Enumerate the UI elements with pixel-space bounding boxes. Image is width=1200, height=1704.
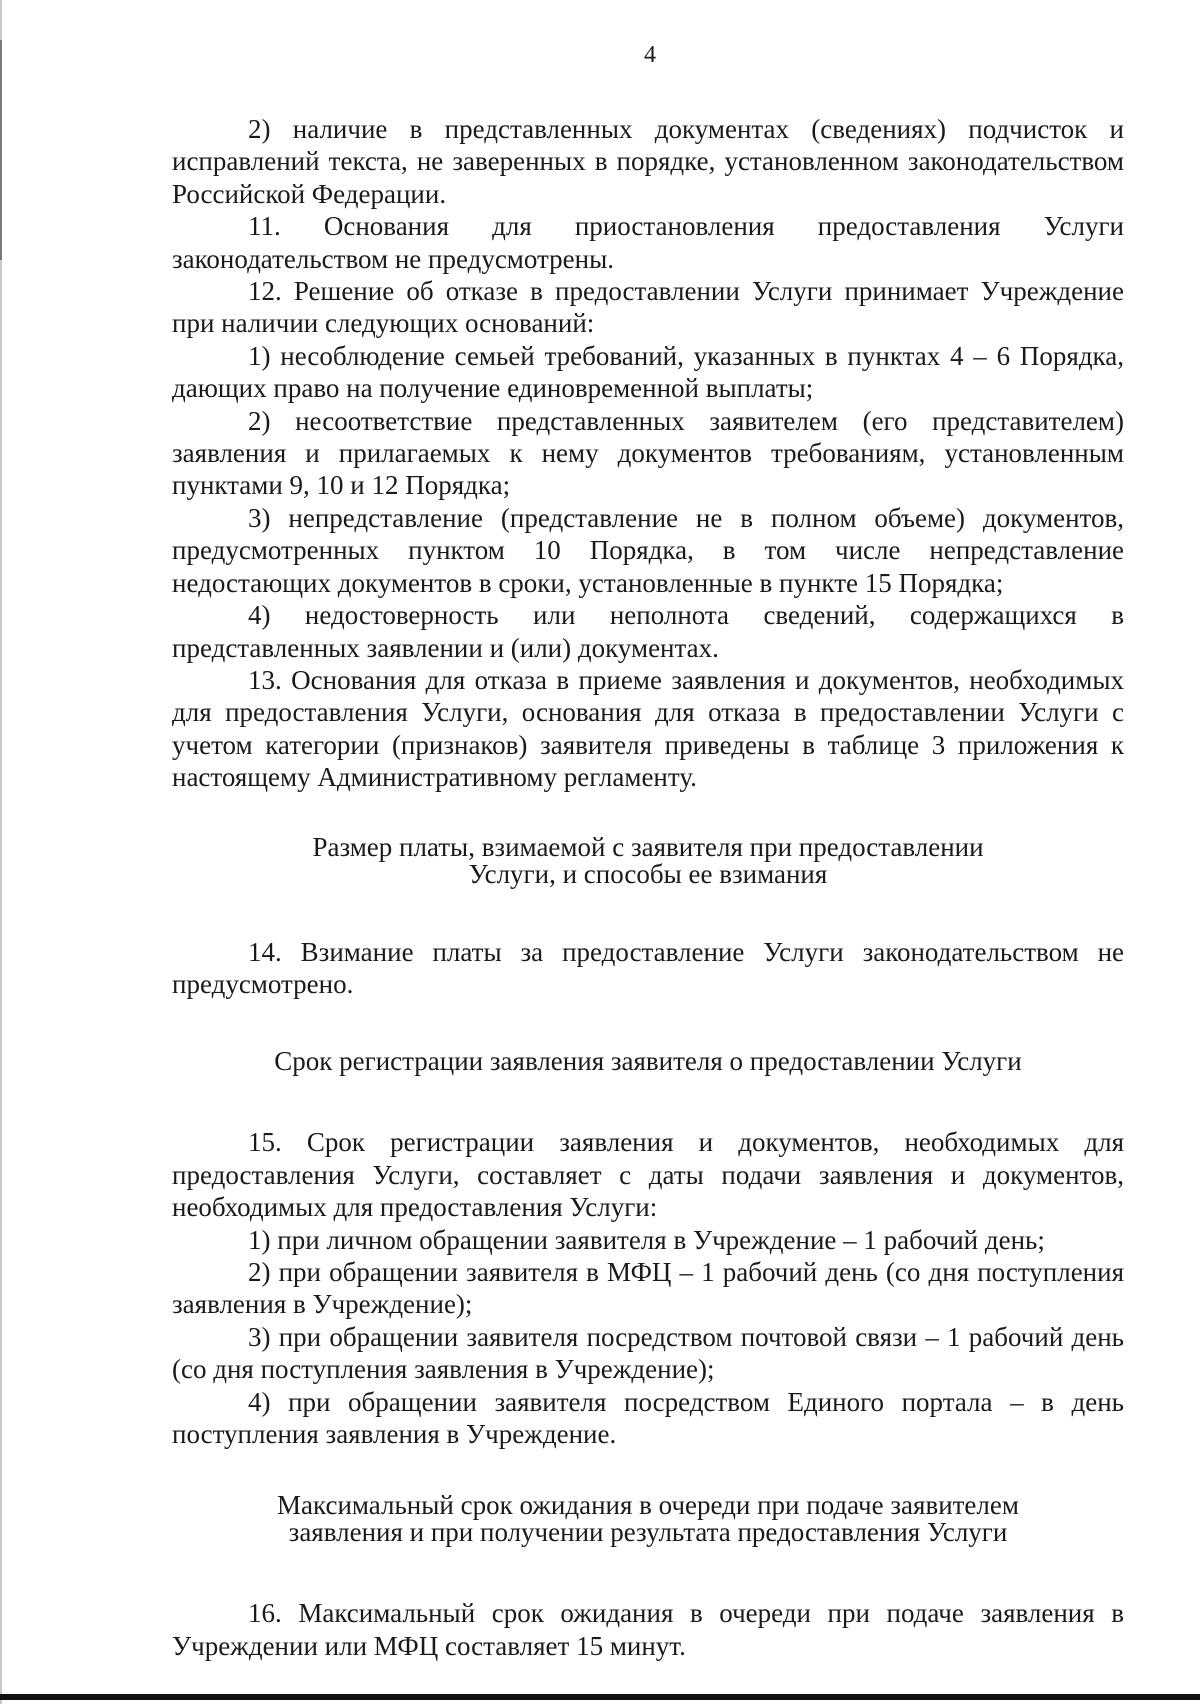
paragraph-12-item-2: 2) несоответствие представленных заявителем (его представителем) заявления и прилагаемых к нему документов требованиям, установленным пунктами 9, 10 и 12 Порядка; [172, 405, 1124, 501]
section-heading-fee-line1: Размер платы, взимаемой с заявителя при предоставлении [312, 831, 984, 862]
paragraph-15-item-1: 1) при личном обращении заявителя в Учреждение – 1 рабочий день; [248, 1224, 1045, 1255]
document-body [172, 113, 1124, 1662]
scan-left-edge-mark [0, 40, 2, 260]
paragraph-11: 11. Основания для приостановления предоставления Услуги законодательством не предусмотрены. [172, 211, 1124, 274]
section-heading-fee-line2: Услуги, и способы ее взимания [468, 858, 828, 889]
paragraph-15-item-4: 4) при обращении заявителя посредством Единого портала – в день поступления заявления в Учреждение. [172, 1386, 1124, 1449]
paragraph-12-item-1: 1) несоблюдение семьей требований, указанных в пунктах 4 – 6 Порядка, дающих право на получение единовременной выплаты; [172, 340, 1124, 404]
paragraph-12-item-3: 3) непредставление (представление не в полном объеме) документов, предусмотренных пунктом 10 Порядка, в том числе непредставление недостающих документов в сроки, установленные в пункте 15 Порядка; [172, 502, 1124, 598]
section-heading-fee [172, 831, 1124, 889]
section-heading-registration: Срок регистрации заявления заявителя о предоставлении Услуги [274, 1046, 1022, 1077]
section-heading-wait-line1: Максимальный срок ожидания в очереди при подаче заявителем [277, 1490, 1019, 1521]
page-number: 4 [644, 42, 656, 68]
paragraph-10-item-2: 2) наличие в представленных документах (сведениях) подчисток и исправлений текста, не заверенных в порядке, установленном законодательством Российской Федерации. [172, 114, 1124, 209]
paragraph-13: 13. Основания для отказа в приеме заявления и документов, необходимых для предоставления Услуги, основания для отказа в предоставлении Услуги с учетом категории (признаков) заявителя приведены в таблице 3 приложения к настоящему Административному регламенту. [172, 664, 1124, 793]
paragraph-15-item-2: 2) при обращении заявителя в МФЦ – 1 рабочий день (со дня поступления заявления в Учреждение); [172, 1256, 1124, 1320]
paragraph-15: 15. Срок регистрации заявления и документов, необходимых для предоставления Услуги, составляет с даты подачи заявления и документов, необходимых для предоставления Услуги: [172, 1127, 1124, 1223]
paragraph-14: 14. Взимание платы за предоставление Услуги законодательством не предусмотрено. [172, 936, 1124, 999]
paragraph-12: 12. Решение об отказе в предоставлении Услуги принимает Учреждение при наличии следующих оснований: [172, 276, 1124, 339]
paragraph-16: 16. Максимальный срок ожидания в очереди при подаче заявления в Учреждении или МФЦ составляет 15 минут. [172, 1598, 1124, 1661]
section-heading-wait [172, 1492, 1124, 1546]
paragraph-12-item-4: 4) недостоверность или неполнота сведений, содержащихся в представленных заявлении и (или) документах. [172, 600, 1124, 663]
section-heading-wait-line2: заявления и при получении результата предоставления Услуги [288, 1517, 1008, 1548]
scan-bottom-edge [0, 1694, 1200, 1700]
paragraph-15-item-3: 3) при обращении заявителя посредством почтовой связи – 1 рабочий день (со дня поступления заявления в Учреждение); [172, 1321, 1124, 1385]
